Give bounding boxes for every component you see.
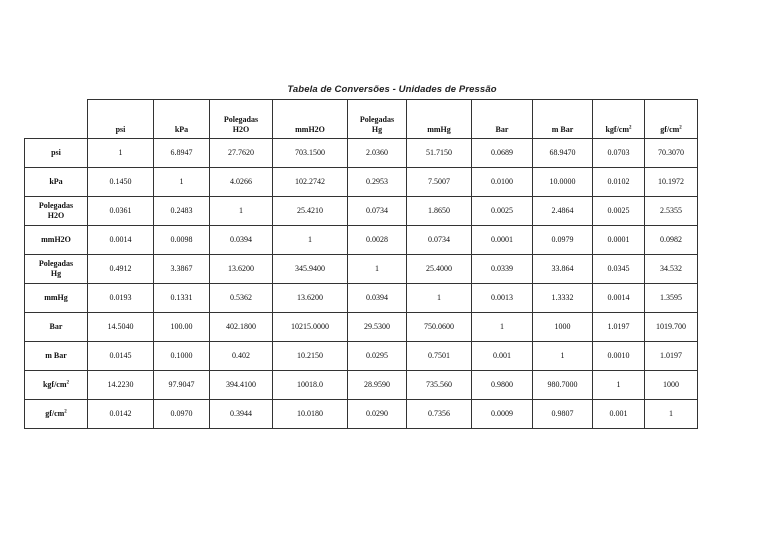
row-header — [25, 400, 88, 429]
table-cell: 0.0734 — [348, 197, 407, 226]
table-cell: 2.0360 — [348, 139, 407, 168]
table-row — [25, 313, 698, 342]
table-cell: 394.4100 — [210, 371, 273, 400]
column-header-text: kgf/cm — [605, 125, 630, 134]
table-row — [25, 400, 698, 429]
table-cell: 0.0689 — [472, 139, 533, 168]
column-header-text: m Bar — [551, 125, 574, 134]
table-cell: 0.0295 — [348, 342, 407, 371]
table-cell: 1 — [645, 400, 698, 429]
table-cell: 1 — [210, 197, 273, 226]
table-row — [25, 197, 698, 226]
table-cell: 0.1000 — [154, 342, 210, 371]
row-header — [25, 255, 88, 284]
table-cell: 1 — [88, 139, 154, 168]
column-header-superscript: 2 — [679, 125, 682, 131]
row-header — [25, 226, 88, 255]
column-header — [472, 100, 533, 139]
table-cell: 1 — [154, 168, 210, 197]
table-cell: 0.3944 — [210, 400, 273, 429]
table-cell: 0.0001 — [593, 226, 645, 255]
table-cell: 0.0339 — [472, 255, 533, 284]
table-cell: 0.9807 — [533, 400, 593, 429]
table-cell: 1019.700 — [645, 313, 698, 342]
column-header — [273, 100, 348, 139]
row-header-text: m Bar — [45, 351, 67, 360]
table-cell: 102.2742 — [273, 168, 348, 197]
table-cell: 7.5007 — [407, 168, 472, 197]
table-cell: 345.9400 — [273, 255, 348, 284]
table-cell: 0.0142 — [88, 400, 154, 429]
table-cell: 4.0266 — [210, 168, 273, 197]
column-header-superscript: 2 — [629, 125, 632, 131]
table-cell: 0.0394 — [348, 284, 407, 313]
table-cell: 0.0734 — [407, 226, 472, 255]
table-cell: 1 — [593, 371, 645, 400]
column-header — [210, 100, 273, 139]
row-header-text: psi — [51, 148, 61, 157]
row-header-text: mmH2O — [41, 235, 71, 244]
table-cell: 0.5362 — [210, 284, 273, 313]
column-header-text: Polegadas — [223, 115, 259, 124]
column-header — [533, 100, 593, 139]
table-body — [25, 139, 698, 429]
table-cell: 3.3867 — [154, 255, 210, 284]
row-header-text: Polegadas — [38, 201, 74, 210]
table-cell: 0.0009 — [472, 400, 533, 429]
table-cell: 14.2230 — [88, 371, 154, 400]
table-cell: 0.0982 — [645, 226, 698, 255]
table-cell: 0.0098 — [154, 226, 210, 255]
table-cell: 980.7000 — [533, 371, 593, 400]
table-cell: 0.0979 — [533, 226, 593, 255]
table-row — [25, 226, 698, 255]
header-row — [25, 100, 698, 139]
table-cell: 0.2483 — [154, 197, 210, 226]
table-cell: 14.5040 — [88, 313, 154, 342]
pressure-conversion-table — [24, 99, 698, 429]
row-header-text: kgf/cm — [42, 380, 67, 389]
row-header-superscript: 2 — [66, 380, 70, 386]
table-row — [25, 371, 698, 400]
column-header — [154, 100, 210, 139]
table-cell: 2.4864 — [533, 197, 593, 226]
table-cell: 10215.0000 — [273, 313, 348, 342]
table-cell: 0.1331 — [154, 284, 210, 313]
table-cell: 703.1500 — [273, 139, 348, 168]
row-header-text: Bar — [49, 322, 63, 331]
row-header — [25, 342, 88, 371]
table-cell: 13.6200 — [210, 255, 273, 284]
table-cell: 25.4210 — [273, 197, 348, 226]
column-header — [88, 100, 154, 139]
table-row — [25, 255, 698, 284]
table-cell: 10.0000 — [533, 168, 593, 197]
table-cell: 6.8947 — [154, 139, 210, 168]
table-cell: 0.0001 — [472, 226, 533, 255]
row-header-text: gf/cm — [45, 409, 65, 418]
table-cell: 750.0600 — [407, 313, 472, 342]
row-header-text-line2: H2O — [47, 211, 65, 220]
table-cell: 0.0345 — [593, 255, 645, 284]
table-row — [25, 342, 698, 371]
table-cell: 0.0394 — [210, 226, 273, 255]
table-cell: 0.0025 — [593, 197, 645, 226]
table-cell: 1 — [533, 342, 593, 371]
table-cell: 0.0014 — [593, 284, 645, 313]
table-cell: 1 — [348, 255, 407, 284]
table-cell: 0.0013 — [472, 284, 533, 313]
table-cell: 0.0028 — [348, 226, 407, 255]
table-cell: 1 — [407, 284, 472, 313]
column-header-text: Polegadas — [359, 115, 395, 124]
column-header — [645, 100, 698, 139]
table-cell: 0.0014 — [88, 226, 154, 255]
table-cell: 0.0193 — [88, 284, 154, 313]
table-cell: 1.3332 — [533, 284, 593, 313]
row-header — [25, 371, 88, 400]
table-cell: 0.4912 — [88, 255, 154, 284]
table-cell: 0.0102 — [593, 168, 645, 197]
column-header-text: psi — [115, 125, 126, 134]
table-cell: 0.0010 — [593, 342, 645, 371]
row-header — [25, 313, 88, 342]
table-cell: 68.9470 — [533, 139, 593, 168]
table-row — [25, 139, 698, 168]
table-cell: 27.7620 — [210, 139, 273, 168]
table-cell: 1.0197 — [593, 313, 645, 342]
table-cell: 10.1972 — [645, 168, 698, 197]
table-cell: 0.0970 — [154, 400, 210, 429]
row-header-text: mmHg — [44, 293, 68, 302]
table-cell: 0.0361 — [88, 197, 154, 226]
table-cell: 0.9800 — [472, 371, 533, 400]
table-cell: 0.0703 — [593, 139, 645, 168]
table-cell: 0.2953 — [348, 168, 407, 197]
table-cell: 2.5355 — [645, 197, 698, 226]
table-cell: 29.5300 — [348, 313, 407, 342]
table-cell: 0.001 — [593, 400, 645, 429]
table-cell: 1.8650 — [407, 197, 472, 226]
table-cell: 1000 — [645, 371, 698, 400]
column-header — [348, 100, 407, 139]
table-cell: 70.3070 — [645, 139, 698, 168]
table-row — [25, 284, 698, 313]
row-header — [25, 197, 88, 226]
column-header-text: gf/cm — [660, 125, 680, 134]
table-cell: 51.7150 — [407, 139, 472, 168]
table-cell: 0.7356 — [407, 400, 472, 429]
table-cell: 0.0290 — [348, 400, 407, 429]
table-cell: 13.6200 — [273, 284, 348, 313]
table-cell: 0.0145 — [88, 342, 154, 371]
table-cell: 33.864 — [533, 255, 593, 284]
table-cell: 25.4000 — [407, 255, 472, 284]
column-header-text: Bar — [495, 125, 509, 134]
row-header-text: kPa — [49, 177, 63, 186]
column-header-text-line2: H2O — [232, 125, 250, 134]
row-header-superscript: 2 — [64, 409, 67, 415]
table-cell: 0.0100 — [472, 168, 533, 197]
row-header — [25, 139, 88, 168]
table-cell: 1.3595 — [645, 284, 698, 313]
table-cell: 402.1800 — [210, 313, 273, 342]
table-row — [25, 168, 698, 197]
table-cell: 1.0197 — [645, 342, 698, 371]
column-header-text: mmH2O — [295, 125, 325, 134]
table-cell: 10018.0 — [273, 371, 348, 400]
table-cell: 0.1450 — [88, 168, 154, 197]
row-header — [25, 168, 88, 197]
table-cell: 0.001 — [472, 342, 533, 371]
row-header-text: Polegadas — [38, 259, 74, 268]
column-header — [407, 100, 472, 139]
table-cell: 100.00 — [154, 313, 210, 342]
table-cell: 1000 — [533, 313, 593, 342]
column-header-text: mmHg — [427, 125, 451, 134]
table-cell: 10.2150 — [273, 342, 348, 371]
column-header-text: kPa — [174, 125, 189, 134]
table-cell: 28.9590 — [348, 371, 407, 400]
table-cell: 0.7501 — [407, 342, 472, 371]
table-cell: 0.0025 — [472, 197, 533, 226]
table-cell: 10.0180 — [273, 400, 348, 429]
table-cell: 735.560 — [407, 371, 472, 400]
table-cell: 1 — [273, 226, 348, 255]
table-cell: 1 — [472, 313, 533, 342]
row-header-text-line2: Hg — [50, 269, 62, 278]
column-header — [593, 100, 645, 139]
row-header — [25, 284, 88, 313]
table-cell: 34.532 — [645, 255, 698, 284]
table-cell: 0.402 — [210, 342, 273, 371]
corner-cell — [25, 100, 88, 139]
column-header-text-line2: Hg — [371, 125, 383, 134]
table-title: Tabela de Conversões - Unidades de Pressão — [287, 84, 497, 95]
table-cell: 97.9047 — [154, 371, 210, 400]
